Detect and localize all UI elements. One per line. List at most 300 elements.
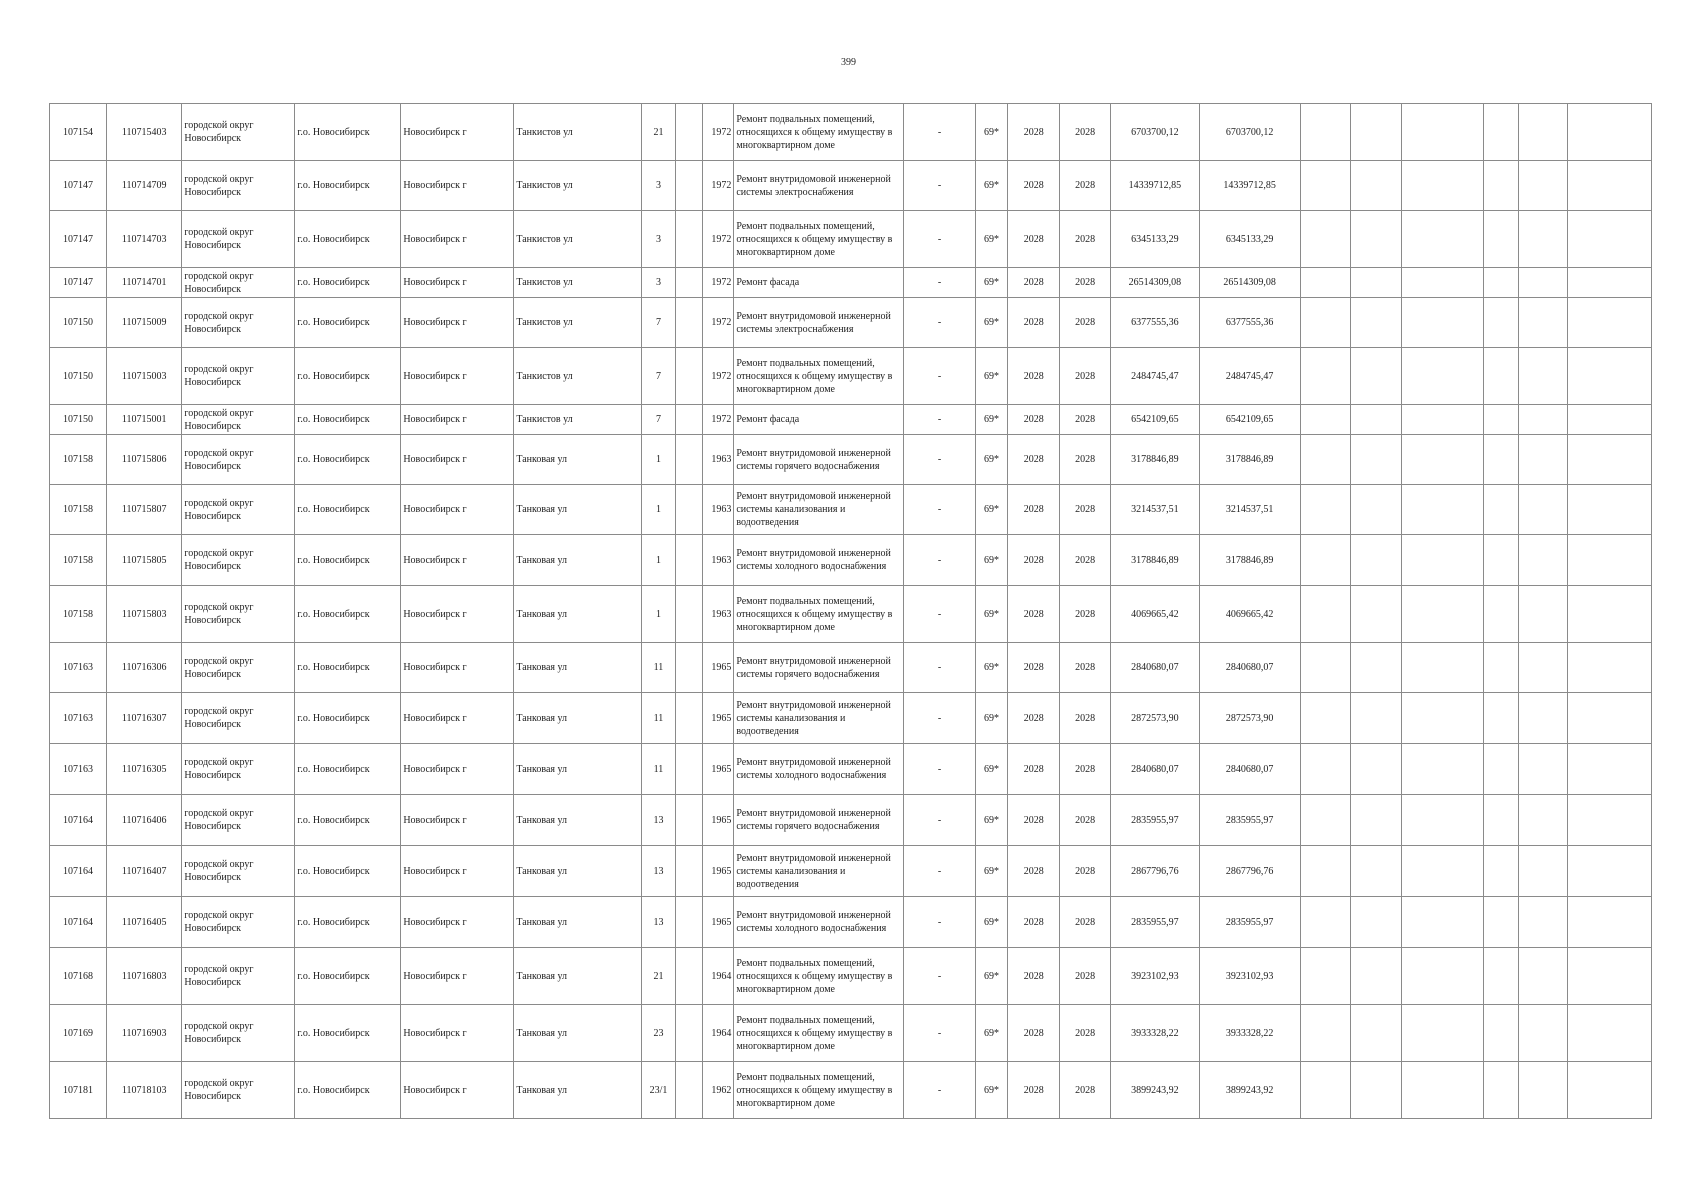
cell-id: 107150: [50, 405, 107, 435]
cell-empty: [1300, 268, 1351, 298]
cell-work: Ремонт внутридомовой инженерной системы канализования и водоотведения: [734, 693, 904, 744]
cell-code: 110715003: [107, 348, 182, 405]
cell-empty: [1483, 104, 1519, 161]
cell-year: 1962: [702, 1062, 734, 1119]
cell-house: 11: [641, 744, 676, 795]
cell-year_to: 2028: [1060, 744, 1111, 795]
cell-id: 107150: [50, 348, 107, 405]
cell-total: 26514309,08: [1199, 268, 1300, 298]
cell-work: Ремонт внутридомовой инженерной системы горячего водоснабжения: [734, 435, 904, 485]
cell-district: г.о. Новосибирск: [295, 348, 401, 405]
cell-empty: [1351, 348, 1402, 405]
cell-dash: -: [904, 693, 975, 744]
cell-empty: [1519, 586, 1568, 643]
cell-term: 69*: [975, 211, 1008, 268]
cell-city: Новосибирск г: [401, 535, 514, 586]
cell-building: [676, 643, 702, 693]
cell-street: Танковая ул: [514, 795, 641, 846]
table-row: [50, 405, 1652, 435]
cell-city: Новосибирск г: [401, 161, 514, 211]
cell-house: 11: [641, 693, 676, 744]
cell-empty: [1351, 268, 1402, 298]
cell-term: 69*: [975, 795, 1008, 846]
cell-city: Новосибирск г: [401, 693, 514, 744]
cell-term: 69*: [975, 104, 1008, 161]
table-row: [50, 298, 1652, 348]
cell-empty: [1300, 161, 1351, 211]
cell-dash: -: [904, 535, 975, 586]
cell-building: [676, 485, 702, 535]
cell-dash: -: [904, 897, 975, 948]
table-row: [50, 485, 1652, 535]
cell-work: Ремонт внутридомовой инженерной системы холодного водоснабжения: [734, 744, 904, 795]
cell-year: 1972: [702, 298, 734, 348]
cell-house: 21: [641, 948, 676, 1005]
cell-house: 7: [641, 348, 676, 405]
cell-cost: 6345133,29: [1111, 211, 1200, 268]
cell-total: 6703700,12: [1199, 104, 1300, 161]
cell-empty: [1519, 693, 1568, 744]
cell-house: 1: [641, 586, 676, 643]
table-row: [50, 104, 1652, 161]
cell-empty: [1300, 643, 1351, 693]
cell-work: Ремонт фасада: [734, 268, 904, 298]
cell-year: 1965: [702, 744, 734, 795]
cell-dash: -: [904, 586, 975, 643]
cell-year: 1963: [702, 535, 734, 586]
cell-code: 110716406: [107, 795, 182, 846]
cell-term: 69*: [975, 1062, 1008, 1119]
cell-term: 69*: [975, 846, 1008, 897]
cell-code: 110716803: [107, 948, 182, 1005]
cell-empty: [1519, 405, 1568, 435]
cell-year: 1972: [702, 405, 734, 435]
cell-year: 1965: [702, 643, 734, 693]
cell-year_from: 2028: [1008, 535, 1060, 586]
cell-cost: 6703700,12: [1111, 104, 1200, 161]
cell-work: Ремонт подвальных помещений, относящихся к общему имуществу в многоквартирном доме: [734, 586, 904, 643]
cell-city: Новосибирск г: [401, 586, 514, 643]
cell-id: 107164: [50, 846, 107, 897]
cell-term: 69*: [975, 948, 1008, 1005]
cell-total: 2835955,97: [1199, 795, 1300, 846]
cell-house: 1: [641, 435, 676, 485]
cell-district: г.о. Новосибирск: [295, 405, 401, 435]
cell-district: г.о. Новосибирск: [295, 948, 401, 1005]
cell-building: [676, 348, 702, 405]
cell-empty: [1519, 348, 1568, 405]
cell-empty: [1402, 161, 1483, 211]
cell-year_to: 2028: [1060, 161, 1111, 211]
cell-empty: [1351, 1062, 1402, 1119]
cell-empty: [1519, 485, 1568, 535]
cell-street: Танковая ул: [514, 643, 641, 693]
cell-year_from: 2028: [1008, 405, 1060, 435]
cell-municipality: городской округ Новосибирск: [182, 348, 295, 405]
cell-street: Танковая ул: [514, 948, 641, 1005]
cell-term: 69*: [975, 535, 1008, 586]
table-row: [50, 161, 1652, 211]
cell-empty: [1300, 348, 1351, 405]
cell-id: 107163: [50, 744, 107, 795]
cell-empty: [1351, 161, 1402, 211]
cell-empty: [1483, 211, 1519, 268]
cell-total: 6345133,29: [1199, 211, 1300, 268]
cell-code: 110716307: [107, 693, 182, 744]
cell-year_from: 2028: [1008, 948, 1060, 1005]
cell-city: Новосибирск г: [401, 104, 514, 161]
cell-total: 14339712,85: [1199, 161, 1300, 211]
cell-city: Новосибирск г: [401, 1062, 514, 1119]
cell-id: 107169: [50, 1005, 107, 1062]
cell-code: 110715403: [107, 104, 182, 161]
cell-work: Ремонт внутридомовой инженерной системы электроснабжения: [734, 161, 904, 211]
cell-house: 21: [641, 104, 676, 161]
table-row: [50, 586, 1652, 643]
cell-building: [676, 161, 702, 211]
cell-house: 1: [641, 485, 676, 535]
cell-work: Ремонт внутридомовой инженерной системы холодного водоснабжения: [734, 535, 904, 586]
cell-dash: -: [904, 298, 975, 348]
cell-municipality: городской округ Новосибирск: [182, 405, 295, 435]
cell-work: Ремонт внутридомовой инженерной системы холодного водоснабжения: [734, 897, 904, 948]
cell-empty: [1483, 535, 1519, 586]
cell-district: г.о. Новосибирск: [295, 104, 401, 161]
cell-empty: [1300, 485, 1351, 535]
cell-street: Танковая ул: [514, 1062, 641, 1119]
cell-empty: [1351, 485, 1402, 535]
cell-municipality: городской округ Новосибирск: [182, 435, 295, 485]
cell-empty: [1351, 104, 1402, 161]
cell-id: 107158: [50, 485, 107, 535]
cell-empty: [1519, 161, 1568, 211]
cell-city: Новосибирск г: [401, 846, 514, 897]
cell-building: [676, 948, 702, 1005]
cell-building: [676, 693, 702, 744]
cell-empty: [1568, 298, 1652, 348]
cell-city: Новосибирск г: [401, 897, 514, 948]
cell-term: 69*: [975, 586, 1008, 643]
cell-empty: [1519, 846, 1568, 897]
cell-term: 69*: [975, 1005, 1008, 1062]
cell-street: Танкистов ул: [514, 298, 641, 348]
cell-year_from: 2028: [1008, 643, 1060, 693]
cell-empty: [1351, 643, 1402, 693]
cell-code: 110715009: [107, 298, 182, 348]
cell-district: г.о. Новосибирск: [295, 435, 401, 485]
page-number: 399: [841, 57, 856, 68]
cell-empty: [1300, 744, 1351, 795]
cell-empty: [1402, 795, 1483, 846]
cell-year: 1972: [702, 268, 734, 298]
cell-street: Танкистов ул: [514, 268, 641, 298]
cell-code: 110714703: [107, 211, 182, 268]
table-row: [50, 211, 1652, 268]
cell-work: Ремонт подвальных помещений, относящихся к общему имуществу в многоквартирном доме: [734, 211, 904, 268]
cell-empty: [1483, 897, 1519, 948]
table-row: [50, 535, 1652, 586]
cell-year_from: 2028: [1008, 693, 1060, 744]
cell-dash: -: [904, 104, 975, 161]
cell-term: 69*: [975, 348, 1008, 405]
cell-dash: -: [904, 211, 975, 268]
cell-empty: [1351, 795, 1402, 846]
cell-empty: [1300, 435, 1351, 485]
cell-house: 7: [641, 298, 676, 348]
cell-municipality: городской округ Новосибирск: [182, 586, 295, 643]
cell-street: Танкистов ул: [514, 211, 641, 268]
cell-year_to: 2028: [1060, 693, 1111, 744]
cell-dash: -: [904, 485, 975, 535]
cell-empty: [1519, 795, 1568, 846]
cell-empty: [1568, 485, 1652, 535]
cell-dash: -: [904, 435, 975, 485]
cell-year_to: 2028: [1060, 643, 1111, 693]
cell-term: 69*: [975, 298, 1008, 348]
cell-cost: 2835955,97: [1111, 897, 1200, 948]
cell-year_to: 2028: [1060, 211, 1111, 268]
cell-work: Ремонт подвальных помещений, относящихся к общему имуществу в многоквартирном доме: [734, 1062, 904, 1119]
cell-district: г.о. Новосибирск: [295, 485, 401, 535]
cell-empty: [1568, 268, 1652, 298]
cell-year: 1964: [702, 1005, 734, 1062]
cell-year_to: 2028: [1060, 846, 1111, 897]
cell-empty: [1483, 268, 1519, 298]
cell-empty: [1402, 268, 1483, 298]
cell-empty: [1402, 535, 1483, 586]
cell-work: Ремонт подвальных помещений, относящихся к общему имуществу в многоквартирном доме: [734, 1005, 904, 1062]
cell-total: 2840680,07: [1199, 744, 1300, 795]
cell-total: 3214537,51: [1199, 485, 1300, 535]
cell-city: Новосибирск г: [401, 268, 514, 298]
cell-municipality: городской округ Новосибирск: [182, 485, 295, 535]
cell-dash: -: [904, 161, 975, 211]
cell-term: 69*: [975, 485, 1008, 535]
cell-empty: [1402, 897, 1483, 948]
cell-city: Новосибирск г: [401, 348, 514, 405]
cell-id: 107164: [50, 795, 107, 846]
cell-code: 110716903: [107, 1005, 182, 1062]
cell-cost: 3178846,89: [1111, 435, 1200, 485]
cell-municipality: городской округ Новосибирск: [182, 535, 295, 586]
cell-year_to: 2028: [1060, 268, 1111, 298]
cell-municipality: городской округ Новосибирск: [182, 298, 295, 348]
cell-cost: 6542109,65: [1111, 405, 1200, 435]
cell-cost: 26514309,08: [1111, 268, 1200, 298]
cell-empty: [1568, 846, 1652, 897]
cell-street: Танковая ул: [514, 693, 641, 744]
cell-year_to: 2028: [1060, 435, 1111, 485]
cell-empty: [1568, 161, 1652, 211]
cell-year: 1965: [702, 846, 734, 897]
cell-empty: [1568, 104, 1652, 161]
cell-building: [676, 744, 702, 795]
cell-cost: 2484745,47: [1111, 348, 1200, 405]
cell-term: 69*: [975, 693, 1008, 744]
cell-empty: [1351, 1005, 1402, 1062]
cell-house: 1: [641, 535, 676, 586]
cell-year_from: 2028: [1008, 846, 1060, 897]
cell-house: 13: [641, 846, 676, 897]
cell-term: 69*: [975, 268, 1008, 298]
cell-cost: 6377555,36: [1111, 298, 1200, 348]
cell-dash: -: [904, 795, 975, 846]
cell-building: [676, 586, 702, 643]
cell-empty: [1300, 795, 1351, 846]
cell-city: Новосибирск г: [401, 435, 514, 485]
cell-year: 1963: [702, 435, 734, 485]
cell-empty: [1483, 693, 1519, 744]
cell-id: 107158: [50, 435, 107, 485]
cell-empty: [1300, 693, 1351, 744]
cell-municipality: городской округ Новосибирск: [182, 948, 295, 1005]
cell-empty: [1519, 643, 1568, 693]
cell-year_from: 2028: [1008, 298, 1060, 348]
cell-dash: -: [904, 405, 975, 435]
cell-total: 2867796,76: [1199, 846, 1300, 897]
cell-code: 110715807: [107, 485, 182, 535]
cell-total: 3178846,89: [1199, 535, 1300, 586]
cell-cost: 2872573,90: [1111, 693, 1200, 744]
cell-empty: [1568, 211, 1652, 268]
cell-year_to: 2028: [1060, 298, 1111, 348]
cell-house: 23/1: [641, 1062, 676, 1119]
cell-total: 3178846,89: [1199, 435, 1300, 485]
cell-dash: -: [904, 348, 975, 405]
cell-year_to: 2028: [1060, 1062, 1111, 1119]
cell-empty: [1519, 744, 1568, 795]
cell-id: 107168: [50, 948, 107, 1005]
cell-municipality: городской округ Новосибирск: [182, 211, 295, 268]
cell-empty: [1351, 586, 1402, 643]
cell-building: [676, 897, 702, 948]
cell-empty: [1351, 298, 1402, 348]
cell-year_to: 2028: [1060, 897, 1111, 948]
cell-id: 107158: [50, 535, 107, 586]
cell-street: Танковая ул: [514, 586, 641, 643]
table-row: [50, 268, 1652, 298]
table-row: [50, 897, 1652, 948]
cell-empty: [1402, 586, 1483, 643]
cell-empty: [1568, 948, 1652, 1005]
cell-cost: 4069665,42: [1111, 586, 1200, 643]
cell-street: Танковая ул: [514, 435, 641, 485]
cell-empty: [1483, 795, 1519, 846]
cell-empty: [1519, 897, 1568, 948]
cell-municipality: городской округ Новосибирск: [182, 846, 295, 897]
cell-empty: [1519, 535, 1568, 586]
cell-total: 3899243,92: [1199, 1062, 1300, 1119]
cell-empty: [1402, 948, 1483, 1005]
cell-empty: [1519, 211, 1568, 268]
cell-year_from: 2028: [1008, 897, 1060, 948]
cell-empty: [1402, 348, 1483, 405]
cell-code: 110716407: [107, 846, 182, 897]
cell-year: 1963: [702, 485, 734, 535]
cell-empty: [1402, 104, 1483, 161]
cell-code: 110714709: [107, 161, 182, 211]
cell-empty: [1568, 586, 1652, 643]
cell-id: 107150: [50, 298, 107, 348]
cell-id: 107158: [50, 586, 107, 643]
cell-empty: [1483, 435, 1519, 485]
cell-district: г.о. Новосибирск: [295, 298, 401, 348]
cell-empty: [1568, 795, 1652, 846]
cell-house: 23: [641, 1005, 676, 1062]
cell-city: Новосибирск г: [401, 211, 514, 268]
cell-term: 69*: [975, 405, 1008, 435]
cell-empty: [1402, 298, 1483, 348]
cell-building: [676, 211, 702, 268]
cell-year_to: 2028: [1060, 405, 1111, 435]
cell-empty: [1568, 535, 1652, 586]
cell-city: Новосибирск г: [401, 1005, 514, 1062]
cell-building: [676, 435, 702, 485]
table-row: [50, 1062, 1652, 1119]
cell-id: 107147: [50, 211, 107, 268]
cell-empty: [1402, 405, 1483, 435]
cell-year_from: 2028: [1008, 744, 1060, 795]
cell-year: 1963: [702, 586, 734, 643]
cell-year: 1965: [702, 693, 734, 744]
cell-year_to: 2028: [1060, 485, 1111, 535]
table-row: [50, 348, 1652, 405]
cell-empty: [1483, 846, 1519, 897]
cell-dash: -: [904, 1005, 975, 1062]
cell-building: [676, 104, 702, 161]
cell-municipality: городской округ Новосибирск: [182, 643, 295, 693]
cell-cost: 2840680,07: [1111, 744, 1200, 795]
table-row: [50, 948, 1652, 1005]
cell-empty: [1483, 161, 1519, 211]
cell-municipality: городской округ Новосибирск: [182, 268, 295, 298]
cell-empty: [1300, 211, 1351, 268]
cell-dash: -: [904, 1062, 975, 1119]
cell-empty: [1483, 744, 1519, 795]
cell-id: 107181: [50, 1062, 107, 1119]
cell-year: 1972: [702, 211, 734, 268]
cell-code: 110715803: [107, 586, 182, 643]
cell-dash: -: [904, 643, 975, 693]
cell-district: г.о. Новосибирск: [295, 846, 401, 897]
cell-code: 110716305: [107, 744, 182, 795]
cell-city: Новосибирск г: [401, 795, 514, 846]
cell-municipality: городской округ Новосибирск: [182, 104, 295, 161]
cell-year: 1964: [702, 948, 734, 1005]
cell-empty: [1519, 298, 1568, 348]
cell-district: г.о. Новосибирск: [295, 211, 401, 268]
cell-total: 6542109,65: [1199, 405, 1300, 435]
cell-year_from: 2028: [1008, 1005, 1060, 1062]
cell-city: Новосибирск г: [401, 948, 514, 1005]
cell-empty: [1568, 1062, 1652, 1119]
cell-empty: [1300, 1062, 1351, 1119]
cell-cost: 3178846,89: [1111, 535, 1200, 586]
cell-code: 110715001: [107, 405, 182, 435]
cell-street: Танковая ул: [514, 846, 641, 897]
cell-empty: [1351, 897, 1402, 948]
cell-street: Танкистов ул: [514, 405, 641, 435]
cell-municipality: городской округ Новосибирск: [182, 744, 295, 795]
cell-work: Ремонт внутридомовой инженерной системы горячего водоснабжения: [734, 795, 904, 846]
cell-empty: [1300, 298, 1351, 348]
cell-year_to: 2028: [1060, 795, 1111, 846]
cell-id: 107164: [50, 897, 107, 948]
cell-house: 11: [641, 643, 676, 693]
cell-district: г.о. Новосибирск: [295, 693, 401, 744]
cell-empty: [1519, 948, 1568, 1005]
cell-empty: [1402, 643, 1483, 693]
